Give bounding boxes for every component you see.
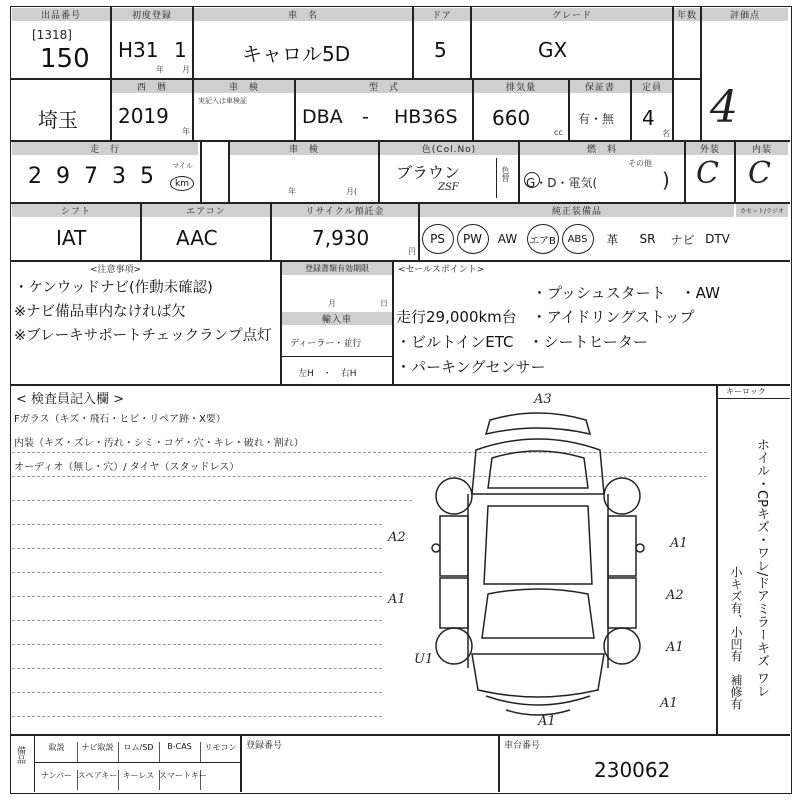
- rating-header: 評価点: [702, 8, 788, 21]
- equipment-label: DTV: [705, 232, 730, 246]
- mark-a1-bottom: A1: [538, 714, 556, 729]
- shaken-month-unit: 月(: [346, 187, 358, 196]
- footer-item: ナビ取説: [77, 742, 119, 762]
- equipment-item: [455, 218, 490, 260]
- footer-item: スマートキー: [159, 770, 201, 790]
- reg-doc-header: 登録書類有効期限: [282, 262, 392, 275]
- footer-item: ナンバー: [36, 770, 78, 790]
- mark-a2-right: A2: [666, 588, 684, 603]
- footer-row-label: 備品: [15, 746, 25, 764]
- year-value: 2019: [118, 104, 169, 128]
- lot-bracket: [1318]: [32, 28, 72, 42]
- first-reg-year-unit: 年: [156, 65, 164, 74]
- car-name-header: 車 名: [194, 8, 412, 21]
- exterior-header: 外装: [686, 142, 734, 155]
- equipment-item: [490, 218, 525, 260]
- model-code: HB36S: [394, 106, 458, 128]
- equipment-header: 純正装備品: [420, 204, 734, 217]
- mark-a1-left: A1: [388, 592, 406, 607]
- sales-line-1: ・プッシュスタート ・AW: [532, 284, 720, 302]
- equipment-row: [420, 218, 790, 260]
- cc-unit: cc: [554, 128, 563, 137]
- inspector-line-3: オーディオ（無し・穴）/ タイヤ（スタッドレス）: [14, 462, 240, 473]
- equipment-label: PS: [422, 224, 454, 254]
- side-note-2: 小キズ有、小凹有 補修有: [729, 566, 743, 710]
- fuel-header: 燃 料: [520, 142, 684, 155]
- lot-number: 150: [40, 44, 90, 74]
- side-note-1: ホイル・CPキズ・ワレ/ドアミラーキズ ワレ: [754, 438, 769, 698]
- mark-a1-right-mid: A1: [666, 640, 684, 655]
- warranty-value: 有・無: [578, 112, 615, 126]
- sales-label: <セールスポイント>: [398, 265, 485, 275]
- equipment-item: [420, 218, 455, 260]
- color-value: ブラウン: [396, 163, 461, 182]
- displacement: 660: [492, 106, 531, 130]
- mark-u1: U1: [414, 652, 434, 667]
- footer-item: B-CAS: [159, 742, 201, 762]
- mileage-digits: [28, 164, 178, 190]
- chassis-label: 車台番号: [504, 741, 541, 751]
- lot-no-header: 出品番号: [12, 8, 110, 21]
- inspector-label: < 検査員記入欄 >: [16, 392, 125, 407]
- mark-a2-left: A2: [388, 530, 406, 545]
- fuel-g-circle: [524, 172, 540, 188]
- inspector-line-2: 内装（キズ・ズレ・汚れ・シミ・コゲ・穴・キレ・破れ・割れ）: [14, 438, 304, 449]
- cc-header: 排気量: [474, 80, 568, 93]
- reg-day: 日: [380, 299, 388, 308]
- shift-value: IAT: [56, 226, 87, 250]
- model-header: 型 式: [296, 80, 472, 93]
- recycle-value: 7,930: [312, 226, 370, 250]
- sales-line-2: 走行29,000km台 ・アイドリングストップ: [396, 308, 695, 326]
- shift-header: シフト: [12, 204, 140, 217]
- color-code: ZSF: [438, 182, 459, 193]
- mileage-digit: 5: [140, 164, 154, 189]
- caution-line: ※ブレーキサポートチェックランプ点灯: [14, 328, 272, 344]
- first-reg-era: H31: [118, 38, 159, 62]
- fuel-close: ): [662, 168, 670, 192]
- grade-header: グレード: [472, 8, 672, 21]
- recycle-unit: 円: [408, 247, 416, 256]
- reg-month: 月: [328, 299, 336, 308]
- caution-label: <注意事項>: [90, 265, 142, 275]
- import-dealer: ディーラー・並行: [290, 339, 362, 349]
- first-reg-header: 初度登録: [112, 8, 192, 21]
- equipment-item: [560, 218, 595, 260]
- doors-value: 5: [434, 38, 447, 62]
- chassis-no: 230062: [594, 758, 671, 782]
- cartridge-header: カセット/ラジオ: [736, 204, 788, 217]
- shaken-note: 実記入は車検証: [198, 97, 247, 105]
- mileage-digit: 7: [84, 164, 98, 189]
- equipment-label: AW: [497, 232, 518, 246]
- caution-lines: [14, 276, 284, 366]
- exterior-handwritten: C: [696, 156, 719, 191]
- recycle-header: リサイクル預託金: [272, 204, 418, 217]
- mark-a1-right-low: A1: [660, 696, 678, 711]
- equipment-label: 革: [606, 232, 619, 247]
- color-change-label: 色替: [501, 166, 510, 182]
- shaken-header: 車 検: [194, 80, 294, 93]
- equipment-label: PW: [457, 224, 489, 254]
- fuel-other: その他: [628, 159, 652, 168]
- equipment-label: ABS: [562, 224, 594, 254]
- model-dash: -: [362, 106, 369, 128]
- reg-no-label: 登録番号: [246, 741, 283, 751]
- caution-line: ※ナビ備品車内なければ欠: [14, 304, 186, 320]
- shaken2-header: 車 検: [230, 142, 378, 155]
- capacity-unit: 名: [662, 129, 670, 138]
- equipment-item: [595, 218, 630, 260]
- mileage-digit: 3: [112, 164, 126, 189]
- mileage-header: 走 行: [12, 142, 198, 155]
- shaken-year-unit: 年: [288, 187, 296, 196]
- year-suffix: 年: [182, 127, 190, 136]
- footer-item: リモコン: [200, 742, 242, 762]
- equipment-item: [525, 218, 560, 260]
- first-reg-month-unit: 月: [182, 65, 190, 74]
- age-header: 年数: [674, 8, 700, 21]
- equipment-label: ナビ: [670, 232, 695, 247]
- footer-item: ロム/SD: [118, 742, 160, 762]
- km-label: km: [175, 178, 189, 189]
- prefecture: 埼玉: [38, 108, 78, 132]
- model-prefix: DBA: [302, 106, 343, 128]
- import-header: 輸入車: [282, 312, 392, 325]
- interior-header: 内装: [736, 142, 788, 155]
- km-circled: [170, 176, 194, 191]
- rating-handwritten: 4: [710, 82, 738, 133]
- interior-handwritten: C: [748, 156, 771, 191]
- grade-value: GX: [538, 38, 568, 62]
- equipment-item: [700, 218, 735, 260]
- mileage-digit: 2: [28, 164, 42, 189]
- mark-a3: A3: [534, 392, 552, 407]
- caution-line: ・ケンウッドナビ(作動未確認): [14, 280, 213, 296]
- region-header: 西 暦: [112, 80, 192, 93]
- equipment-item: [630, 218, 665, 260]
- sales-line-3: ・ビルトインETC ・シートヒーター: [396, 333, 648, 351]
- footer-item: 取説: [36, 742, 78, 762]
- warranty-header: 保証書: [570, 80, 630, 93]
- mileage-digit: 9: [56, 164, 70, 189]
- key-label: キーロック: [726, 387, 766, 396]
- mark-a1-right-top: A1: [670, 536, 688, 551]
- inspector-line-1: Fガラス（キズ・飛石・ヒビ・リペア跡・X要）: [14, 414, 226, 425]
- capacity-header: 定員: [632, 80, 672, 93]
- mile-label: マイル: [172, 162, 193, 170]
- ac-value: AAC: [176, 226, 218, 250]
- equipment-label: エアB: [527, 224, 559, 254]
- sales-line-4: ・パーキングセンサー: [396, 358, 546, 376]
- ac-header: エアコン: [142, 204, 270, 217]
- footer-item: キーレス: [118, 770, 160, 790]
- footer-item: スペアキー: [77, 770, 119, 790]
- car-name: キャロル5D: [242, 42, 351, 66]
- first-reg-month: 1: [174, 38, 187, 62]
- capacity-value: 4: [642, 106, 655, 130]
- auction-sheet: [10, 6, 792, 794]
- car-diagram: [418, 398, 658, 728]
- color-header: 色(Col.No): [380, 142, 518, 155]
- fuel-value: G・D・電気(: [526, 176, 598, 190]
- doors-header: ドア: [414, 8, 470, 21]
- equipment-item: [665, 218, 700, 260]
- equipment-label: SR: [639, 232, 656, 246]
- import-steer: 左H ・ 右H: [298, 369, 357, 379]
